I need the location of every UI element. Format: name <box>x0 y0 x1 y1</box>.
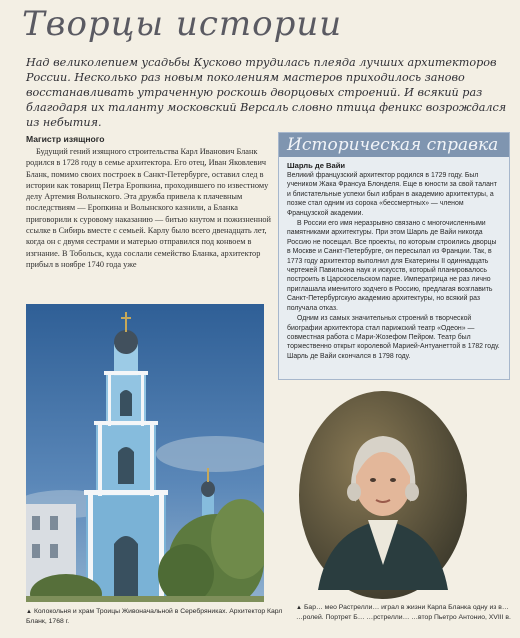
historical-note-body <box>279 157 509 361</box>
photo-caption <box>26 607 286 626</box>
portrait-caption-text: Бар… мео Растрелли… играл в жизни Карла Бланка одну из в… …ролей. Портрет Б… …рстрелли… …втор Пьетро Антонио, XVIII в. <box>296 604 511 621</box>
portrait-caption <box>296 603 512 622</box>
church-illustration <box>26 304 264 602</box>
historical-note-box <box>278 132 510 380</box>
portrait-illustration <box>298 390 468 600</box>
article-paragraph: Будущий гений изящного строительства Карл Иванович Бланк родился в 1728 году в семье архитектора. Его отец, Иван Яковлевич Бланк, помимо своих построек в Санкт-Петербурге, оставил след в истории как товарищ Петра Еропкина, проходившего по известному делу Артемия Волынского. Эта дружба привела к плачевным последствиям — Еропкина и Волынского казнили, а Бланка приговорили к суровому наказанию — битью кнутом и пожизненной ссылке в Сибирь вместе с семьей. Карлу было всего двенадцать лет, когда он с двумя сестрами и матерью отправился под конвоем в изгнание. В Тобольск, куда сослали семейство Бланка, архитектор прибыл в ноябре 1740 года уже <box>26 147 272 269</box>
historical-note-header: Историческая справка <box>279 133 509 157</box>
caption-triangle-icon: ▲ <box>26 609 32 615</box>
article-body <box>26 146 276 270</box>
section-title: Магистр изящного <box>26 134 105 144</box>
historical-note-paragraph-3: Одним из самых значительных строений в творческой биографии архитектора стал парижский театр «Одеон» — совместная работа с Мари-Жозефом Пейром. Театр был торжественно открыт королевой Марией-Антуанеттой в 1782 году. Шарль де Вайи скончался в 1798 году. <box>287 315 500 360</box>
historical-note-subtitle: Шарль де Вайи <box>287 161 346 170</box>
page-title: Творцы истории <box>22 4 343 44</box>
historical-note-text <box>287 171 501 361</box>
intro-paragraph <box>26 55 514 130</box>
portrait-photo <box>298 390 468 600</box>
historical-note-paragraph-2: В России его имя неразрывно связано с многочисленными памятниками архитектуры. При этом Шарль де Вайи никогда Россию не посещал. Все проекты, по которым строились дворцы в Москве и Санкт-Петербурге, он пересылал из Франции. Так, в 1773 году архитектор выполнил для Екатерины II одиннадцать чертежей Павильона наук и искусств, который планировалось построить в Царскосельском парке. Императрица не раз лично приглашала именитого зодчего в Россию, предлагая возглавить Санкт-Петербургскую академию архитектуры, но всякий раз получала отказ. <box>287 220 497 312</box>
church-photo <box>26 304 264 602</box>
intro-text: Над великолепием усадьбы Кусково трудилась плеяда лучших архитекторов России. Несколько раз новым поколениям мастеров приходилось заново восстанавливать утраченную роскошь дворцовых строений. И всякий раз благодаря их таланту московский Версаль словно птица феникс возрождался из небытия. <box>26 56 507 129</box>
caption-triangle-icon: ▲ <box>296 605 302 611</box>
historical-note-paragraph-1: Великий французский архитектор родился в 1729 году. Был учеником Жака Франсуа Блонделя. Еще в юности за свой талант и блистательные успехи был избран в академию архитектуры, а позже стал одним из сорока «бессмертных» — членом Французской академии. <box>287 172 497 217</box>
photo-caption-text: Колокольня и храм Троицы Живоначальной в Серебряниках. Архитектор Карл Бланк, 1768 г. <box>26 608 283 625</box>
